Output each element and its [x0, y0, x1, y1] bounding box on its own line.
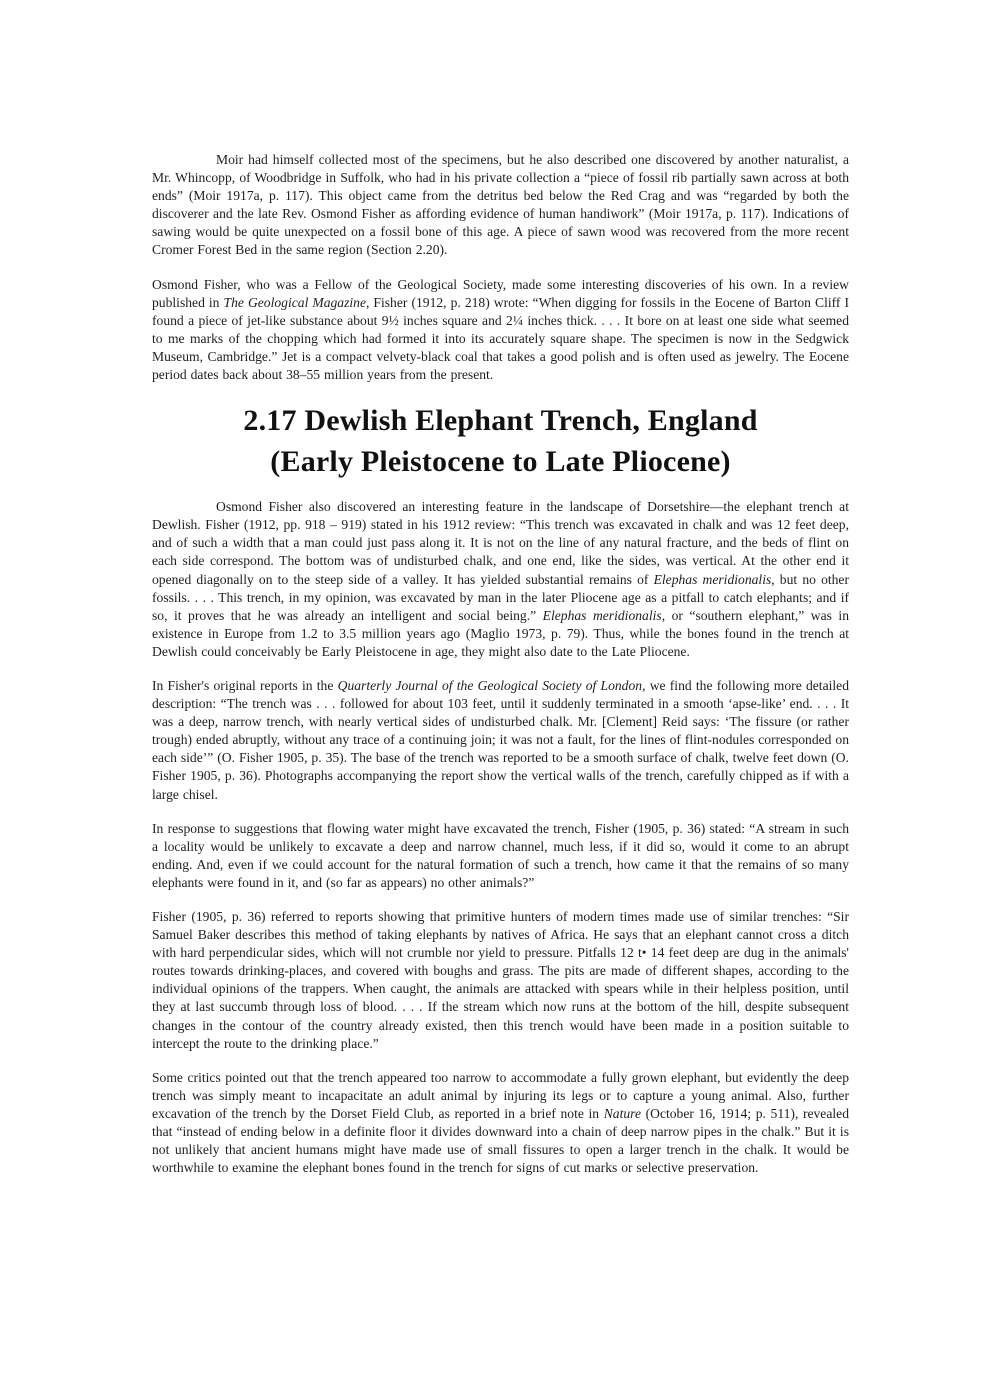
paragraph-flowing-water: In response to suggestions that flowing water might have excavated the trench, Fisher (1905, p. 36) stated: “A stream in such a locality would be unlikely to excavate a deep and narrow channel, much less, if it did so, would it come to an abrupt ending. And, even if we could account for the natural formation of such a trench, how came it that the remains of so many elephants were found in it, and (so far as appears) no other animals?” [152, 820, 849, 890]
section-heading-line2: (Early Pleistocene to Late Pliocene) [270, 445, 731, 479]
section-heading-line1: 2.17 Dewlish Elephant Trench, England [243, 404, 758, 438]
paragraph-critics: Some critics pointed out that the trench appeared too narrow to accommodate a fully grown elephant, but evidently the deep trench was simply meant to incapacitate an adult animal by injuring its legs or to capture a young animal. Also, further excavation of the trench by the Dorset Field Club, as reported in a brief note in Nature (October 16, 1914; p. 511), revealed that “instead of ending below in a definite floor it divides downward into a chain of deep narrow pipes in the chalk.” But it is not unlikely that ancient humans might have made use of small fissures to open a larger trench in the chalk. It would be worthwhile to examine the elephant bones found in the trench for signs of cut marks or selective preservation. [152, 1069, 849, 1176]
section-heading [152, 400, 849, 482]
paragraph-osmond-fisher-jet: Osmond Fisher, who was a Fellow of the Geological Society, made some interesting discoveries of his own. In a review published in The Geological Magazine, Fisher (1912, p. 218) wrote: “When digging for fossils in the Eocene of Barton Cliff I found a piece of jet-like substance about 9½ inches square and 2¼ inches thick. . . . It bore on at least one side what seemed to me marks of the chopping which had formed it into its accurately square shape. The specimen is now in the Sedgwick Museum, Cambridge.” Jet is a compact velvety-black coal that takes a good polish and is often used as jewelry. The Eocene period dates back about 38–55 million years from the present. [152, 276, 850, 383]
paragraph-primitive-hunters: Fisher (1905, p. 36) referred to reports showing that primitive hunters of modern times made use of similar trenches: “Sir Samuel Baker describes this method of taking elephants by natives of Africa. He says that an elephant cannot cross a ditch with hard perpendicular sides, which will not crumble nor yield to pressure. Pitfalls 12 t• 14 feet deep are dug in the animals' routes towards drinking-places, and covered with boughs and grass. The pits are made of different shapes, according to the individual opinions of the trappers. When caught, the animals are attacked with spears while in their helpless position, until they at last succumb through loss of blood. . . . If the stream which now runs at the bottom of the hill, despite subsequent changes in the contour of the country already existed, then this trench would have been made in a position suitable to intercept the route to the drinking place.” [152, 909, 849, 1051]
paragraph-dewlish-trench: Osmond Fisher also discovered an interesting feature in the landscape of Dorsetshire—the elephant trench at Dewlish. Fisher (1912, pp. 918 – 919) stated in his 1912 review: “This trench was excavated in chalk and was 12 feet deep, and of such a width that a man could just pass along it. It is not on the line of any natural fracture, and the beds of flint on each side correspond. The bottom was of undisturbed chalk, and one end, like the sides, was vertical. At the other end it opened diagonally on to the steep side of a valley. It has yielded substantial remains of Elephas meridionalis, but no other fossils. . . . This trench, in my opinion, was excavated by man in the later Pliocene age as a pitfall to catch elephants; and if so, it proves that he was already an intelligent and social being.” Elephas meridionalis, or “southern elephant,” was in existence in Europe from 1.2 to 3.5 million years ago (Maglio 1973, p. 79). Thus, while the bones found in the trench at Dewlish could conceivably be Early Pleistocene in age, they might also date to the Late Pliocene. [152, 499, 849, 659]
text-column [152, 151, 849, 1193]
paragraph-fisher-reports: In Fisher's original reports in the Quarterly Journal of the Geological Society of London, we find the following more detailed description: “The trench was . . . followed for about 103 feet, until it suddenly terminated in a smooth ‘apse-like’ end. . . . It was a deep, narrow trench, with nearly vertical sides of undisturbed chalk. Mr. [Clement] Reid says: ‘The fissure (or rather trough) ended abruptly, without any trace of a continuing join; it was not a fault, for the lines of flint-nodules corresponded on each side’” (O. Fisher 1905, p. 35). The base of the trench was reported to be a smooth surface of chalk, twelve feet down (O. Fisher 1905, p. 36). Photographs accompanying the report show the vertical walls of the trench, carefully chipped as if with a large chisel. [152, 677, 849, 802]
paragraph-moir-specimens: Moir had himself collected most of the specimens, but he also described one discovered by another naturalist, a Mr. Whincopp, of Woodbridge in Suffolk, who had in his private collection a “piece of fossil rib partially sawn across at both ends” (Moir 1917a, p. 117). This object came from the detritus bed below the Red Crag and was “regarded by both the discoverer and the late Rev. Osmond Fisher as affording evidence of human handiwork” (Moir 1917a, p. 117). Indications of sawing would be quite unexpected on a fossil bone of this age. A piece of sawn wood was recovered from the more recent Cromer Forest Bed in the same region (Section 2.20). [152, 152, 849, 258]
